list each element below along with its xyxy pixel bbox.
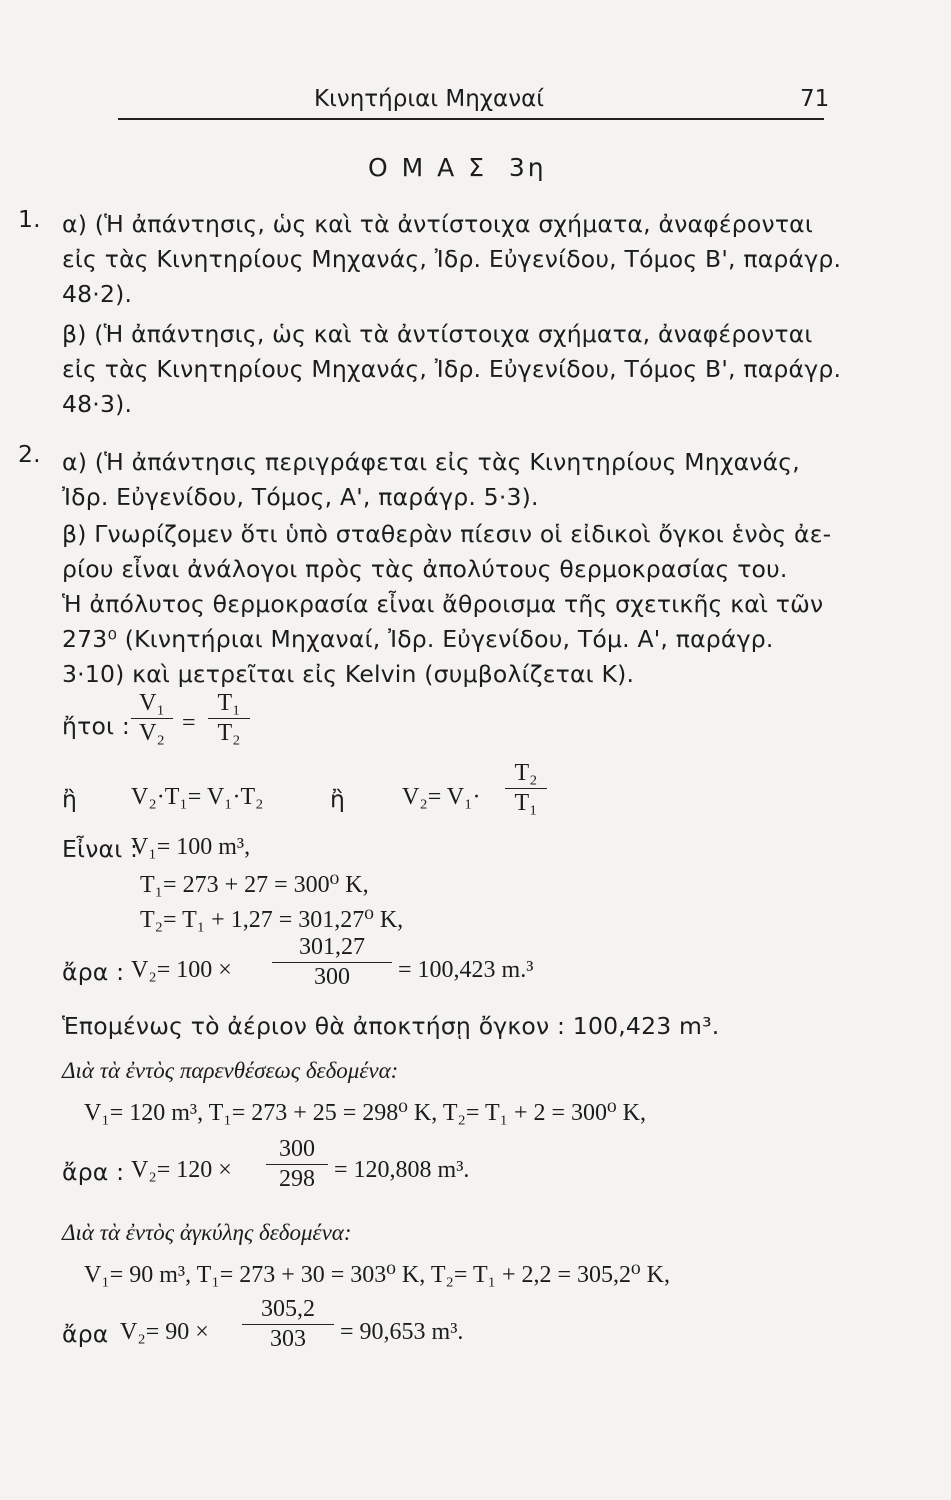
value-t1: T₁= 273 + 27 = 300⁰ K, <box>140 872 369 898</box>
fraction-t2-t1 <box>505 760 547 817</box>
heading-agkylis: Διὰ τὰ ἐντὸς ἀγκύλης δεδομένα: <box>62 1220 352 1245</box>
ara-2-rhs: = 120,808 m³. <box>334 1157 470 1183</box>
fraction-numerator: 305,2 <box>242 1296 334 1325</box>
text-line-11: Ἡ ἀπόλυτος θερμοκρασία εἶναι ἄθροισμα τῆς σχετικῆς καὶ τῶν <box>62 590 824 618</box>
text-line-3: 48·2). <box>62 280 133 308</box>
fraction-denominator: 298 <box>279 1166 315 1192</box>
fraction-numerator: T₂ <box>505 760 547 789</box>
fraction-denominator: 300 <box>314 964 350 990</box>
ara-3-lhs: V₂= 90 × <box>120 1319 209 1345</box>
label-ara-1: ἄρα : <box>62 958 125 986</box>
heading-parentheseos: Διὰ τὰ ἐντὸς παρενθέσεως δεδομένα: <box>62 1058 399 1083</box>
given-values-3: V₁= 90 m³, T₁= 273 + 30 = 303⁰ K, T₂= T₁ + 2,2 = 305,2⁰ K, <box>84 1262 670 1288</box>
fraction-denominator: T₁ <box>514 790 538 816</box>
fraction-numerator: 301,27 <box>272 934 392 963</box>
text-epomenos: Ἑπομένως τὸ ἀέριον θὰ ἀποκτήσῃ ὄγκον : 100,423 m³. <box>62 1012 720 1040</box>
fraction-denominator: 303 <box>270 1326 306 1352</box>
text-line-13: 3·10) καὶ μετρεῖται εἰς Kelvin (συμβολίζεται Κ). <box>62 660 635 688</box>
text-line-12: 273⁰ (Κινητήριαι Μηχαναί, Ἰδρ. Εὐγενίδου, Τόμ. Α', παράγρ. <box>62 625 774 653</box>
or-symbol-2: ἢ <box>330 785 346 813</box>
text-line-1: α) (Ἡ ἀπάντησις, ὡς καὶ τὰ ἀντίστοιχα σχήματα, ἀναφέρονται <box>62 210 814 238</box>
label-einai: Εἶναι : <box>62 835 139 863</box>
equals-sign: = <box>182 710 196 736</box>
page-number: 71 <box>800 86 830 112</box>
label-itoi: ἤτοι : <box>62 712 130 740</box>
relation-v2: V₂= V₁· <box>402 784 481 810</box>
exercise-number-1: 1. <box>18 205 41 233</box>
label-ara-2: ἄρα : <box>62 1158 125 1186</box>
fraction-t1-t2 <box>208 690 250 747</box>
relation-product: V₂·T₁= V₁·T₂ <box>131 784 264 810</box>
exercise-number-2: 2. <box>18 440 41 468</box>
fraction-numerator: 300 <box>266 1136 328 1165</box>
or-symbol-1: ἢ <box>62 785 78 813</box>
label-ara-3: ἄρα <box>62 1320 109 1348</box>
fraction-denominator: T₂ <box>217 720 241 746</box>
fraction-numerator: T₁ <box>208 690 250 719</box>
text-line-2: εἰς τὰς Κινητηρίους Μηχανάς, Ἰδρ. Εὐγενίδου, Τόμος Β', παράγρ. <box>62 245 842 273</box>
fraction-305-303 <box>242 1296 334 1353</box>
text-line-5: εἰς τὰς Κινητηρίους Μηχανάς, Ἰδρ. Εὐγενίδου, Τόμος Β', παράγρ. <box>62 355 842 383</box>
value-v1: V₁= 100 m³, <box>131 834 251 860</box>
fraction-denominator: V₂ <box>139 720 165 746</box>
text-line-8: Ἰδρ. Εὐγενίδου, Τόμος, Α', παράγρ. 5·3). <box>62 483 539 511</box>
ara-3-rhs: = 90,653 m³. <box>340 1319 464 1345</box>
text-line-4: β) (Ἡ ἀπάντησις, ὡς καὶ τὰ ἀντίστοιχα σχήματα, ἀναφέρονται <box>62 320 813 348</box>
fraction-300-298 <box>266 1136 328 1193</box>
ara-1-lhs: V₂= 100 × <box>131 957 232 983</box>
header-rule <box>118 118 824 120</box>
ara-1-rhs: = 100,423 m.³ <box>398 957 534 983</box>
section-title: Ο Μ Α Σ 3η <box>368 153 547 182</box>
text-line-10: ρίου εἶναι ἀνάλογοι πρὸς τὰς ἀπολύτους θερμοκρασίας του. <box>62 555 788 583</box>
text-line-7: α) (Ἡ ἀπάντησις περιγράφεται εἰς τὰς Κινητηρίους Μηχανάς, <box>62 448 800 476</box>
ara-2-lhs: V₂= 120 × <box>131 1157 232 1183</box>
given-values-2: V₁= 120 m³, T₁= 273 + 25 = 298⁰ K, T₂= T₁ + 2 = 300⁰ K, <box>84 1100 646 1126</box>
text-line-9: β) Γνωρίζομεν ὅτι ὑπὸ σταθερὰν πίεσιν οἱ εἰδικοὶ ὄγκοι ἑνὸς ἀε- <box>62 520 832 548</box>
text-line-6: 48·3). <box>62 390 133 418</box>
running-header-title: Κινητήριαι Μηχαναί <box>314 86 545 112</box>
fraction-numerator: V₁ <box>131 690 173 719</box>
fraction-301-300 <box>272 934 392 991</box>
fraction-v1-v2 <box>131 690 173 747</box>
value-t2: T₂= T₁ + 1,27 = 301,27⁰ K, <box>140 907 404 933</box>
